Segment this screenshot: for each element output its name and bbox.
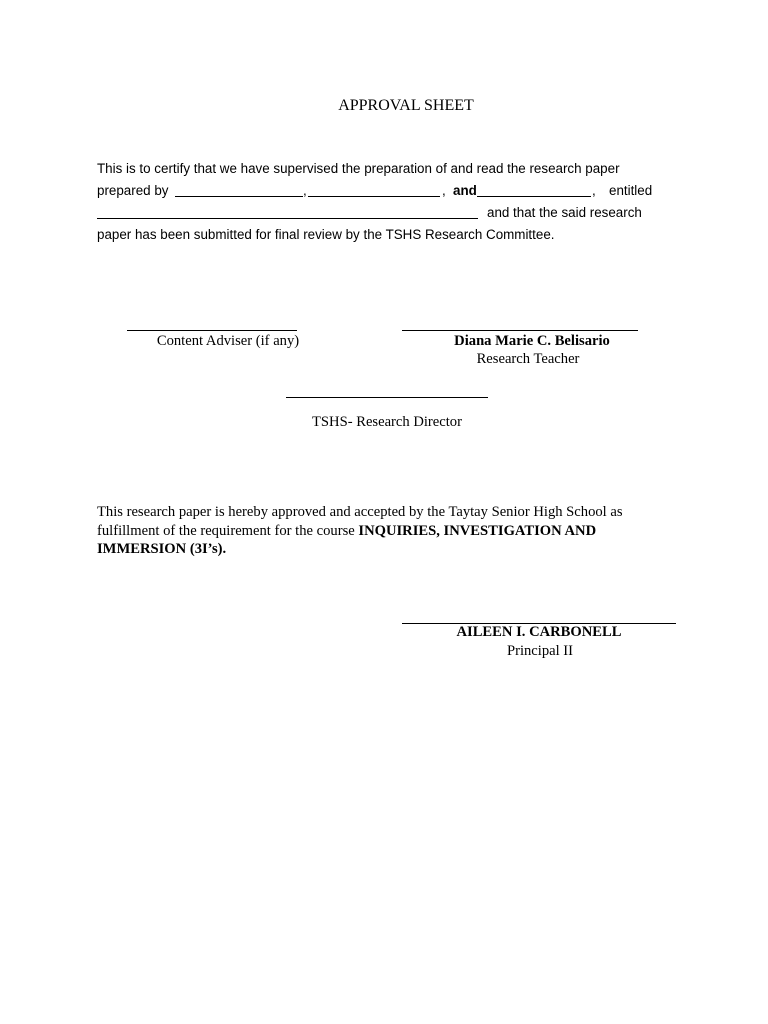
title-blank[interactable] (97, 218, 478, 219)
author-2-blank[interactable] (308, 196, 440, 197)
author-1-blank[interactable] (175, 196, 303, 197)
prepared-by-label: prepared by (97, 183, 169, 198)
content-adviser-label: Content Adviser (if any) (156, 333, 300, 349)
course-name: INQUIRIES, INVESTIGATION AND IMMERSION (3I’s). (97, 522, 597, 557)
entitled-label: entitled (609, 183, 653, 198)
principal-role: Principal II (506, 643, 574, 659)
teacher-name: Diana Marie C. Belisario (454, 333, 610, 349)
teacher-role: Research Teacher (476, 351, 580, 367)
comma-1: , (303, 183, 307, 198)
approval-paragraph (97, 503, 657, 559)
director-role: TSHS- Research Director (312, 414, 462, 430)
content-adviser-signature-line (127, 330, 297, 331)
certify-line-1: This is to certify that we have supervised the preparation of and read the research paper (97, 161, 620, 176)
author-3-blank[interactable] (477, 196, 591, 197)
director-signature-line (286, 397, 488, 398)
approval-text: This research paper is hereby approved and accepted by the Taytay Senior High School as fulfillment of the requirement for the course (97, 504, 623, 539)
comma-2: , (442, 183, 446, 198)
and-label: and (453, 183, 477, 198)
certify-line-3-tail: and that the said research (487, 205, 642, 220)
teacher-signature-line (402, 330, 638, 331)
principal-name: AILEEN I. CARBONELL (456, 624, 622, 640)
certify-line-4: paper has been submitted for final review by the TSHS Research Committee. (97, 227, 555, 242)
comma-3: , (592, 183, 596, 198)
page-title: APPROVAL SHEET (338, 97, 474, 114)
